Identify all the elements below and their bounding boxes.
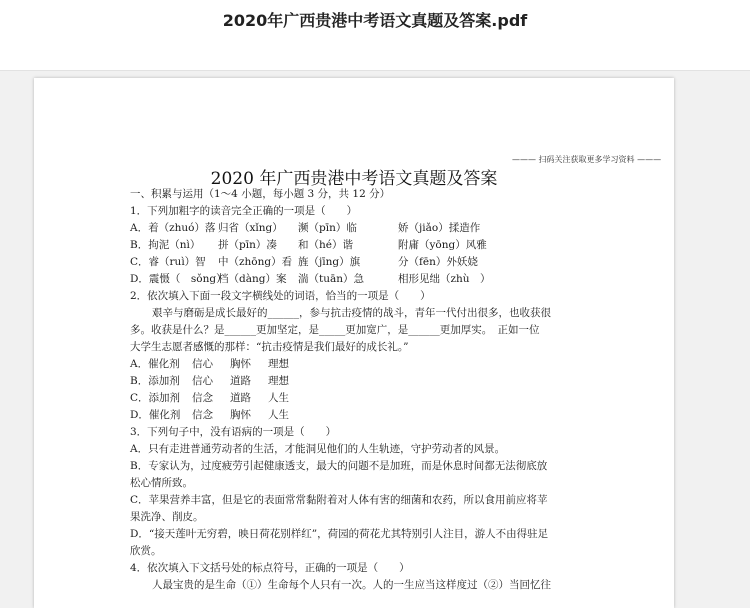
q2-paragraph-line: 大学生志愿者感慨的那样：“抗击疫情是我们最好的成长礼。” <box>130 341 409 353</box>
q2-option-cell: 理想 <box>268 375 289 387</box>
q3-option-b-cont: 松心情所致。 <box>130 477 193 489</box>
q3-option-c-cont: 果洗净、削皮。 <box>130 511 204 523</box>
q1-option-cell: 娇（jiǎo）揉造作 <box>398 222 481 234</box>
q1-stem: 1．下列加粗字的读音完全正确的一项是（ ） <box>130 205 358 217</box>
q3-option-c: C．苹果营养丰富，但是它的表面常常黏附着对人体有害的细菌和农药，所以食用前应将苹 <box>130 494 548 506</box>
q3-option-d-cont: 欣赏。 <box>130 545 162 557</box>
q2-stem: 2．依次填入下面一段文字横线处的词语，恰当的一项是（ ） <box>130 290 431 302</box>
q2-option-cell: C．添加剂 <box>130 392 181 404</box>
q3-stem: 3．下列句子中，没有语病的一项是（ ） <box>130 426 337 438</box>
q2-paragraph-line: 艰辛与磨砺是成长最好的______，参与抗击疫情的战斗，青年一代付出很多，也收获很 <box>152 307 551 319</box>
q3-option-a: A．只有走进普通劳动者的生活，才能洞见他们的人生轨迹，守护劳动者的风景。 <box>130 443 506 455</box>
q1-option-cell: 归省（xǐng） <box>218 222 283 234</box>
q2-option-cell: 人生 <box>268 392 289 404</box>
q2-option-cell: 人生 <box>268 409 289 421</box>
viewer-toolbar <box>0 0 750 71</box>
q3-option-b: B．专家认为，过度疲劳引起健康透支，最大的问题不是加班，而是休息时间都无法彻底放 <box>130 460 548 472</box>
q1-option-cell: 拼（pīn）凑 <box>218 239 277 251</box>
q1-option-row <box>130 271 670 288</box>
q2-option-row <box>130 390 670 407</box>
q1-option-cell: 相形见绌（zhù ） <box>398 273 491 285</box>
q1-option-cell: 中（zhōng）看 <box>218 256 293 268</box>
document-title: 2020年广西贵港中考语文真题及答案.pdf <box>222 11 528 30</box>
q2-option-row <box>130 356 670 373</box>
q2-option-cell: 信念 <box>192 409 213 421</box>
q4-stem: 4．依次填入下文括号处的标点符号，正确的一项是（ ） <box>130 562 410 574</box>
q2-option-cell: 信念 <box>192 392 213 404</box>
q1-option-row <box>130 254 670 271</box>
q4-paragraph-line: 人最宝贵的是生命（①）生命每个人只有一次。人的一生应当这样度过（②）当回忆往 <box>152 579 551 591</box>
q1-option-cell: D．震慑（ sǒng） <box>130 273 227 285</box>
q2-paragraph-line: 多。收获是什么？是______更加坚定，是_____更加宽广，是______更加厚实。 正如一位 <box>130 324 540 336</box>
q2-option-cell: 胸怀 <box>230 358 251 370</box>
q1-option-cell: 和（hé）谐 <box>298 239 353 251</box>
dash-left: ——— <box>512 155 539 164</box>
q1-option-cell: 湍（tuān）急 <box>298 273 365 285</box>
q3-option-d: D．“接天莲叶无穷碧，映日荷花别样红”，荷园的荷花尤其特别引人注目，游人不由得驻足 <box>130 528 549 540</box>
q2-option-cell: 道路 <box>230 392 251 404</box>
paper-title: 2020 年广西贵港中考语文真题及答案 <box>210 169 498 189</box>
q1-option-cell: C．睿（ruì）智 <box>130 256 206 268</box>
q1-option-row <box>130 237 670 254</box>
q2-option-row <box>130 373 670 390</box>
q2-option-cell: 信心 <box>192 375 213 387</box>
q2-option-cell: 胸怀 <box>230 409 251 421</box>
q2-option-cell: B．添加剂 <box>130 375 180 387</box>
q1-option-cell: 档（dàng）案 <box>218 273 287 285</box>
section-heading: 一、积累与运用（1～4 小题，每小题 3 分，共 12 分） <box>130 188 391 200</box>
q1-option-cell: 濒（pīn）临 <box>298 222 357 234</box>
scan-tag-text: 扫码关注获取更多学习资料 <box>538 155 635 164</box>
pdf-page[interactable] <box>34 78 674 608</box>
q2-option-cell: D．催化剂 <box>130 409 181 421</box>
q1-option-cell: 附庸（yōng）风雅 <box>398 239 487 251</box>
q2-option-row <box>130 407 670 424</box>
q2-option-cell: A．催化剂 <box>130 358 180 370</box>
q2-option-cell: 理想 <box>268 358 289 370</box>
paper-content <box>130 186 670 594</box>
dash-right: ——— <box>634 155 662 164</box>
q1-option-cell: 旌（jīng）旗 <box>298 256 361 268</box>
q1-option-cell: A．着（zhuó）落 <box>130 222 216 234</box>
q1-option-row <box>130 220 670 237</box>
q2-option-cell: 道路 <box>230 375 251 387</box>
q1-option-cell: 分（fēn）外妖娆 <box>398 256 478 268</box>
q1-option-cell: B．拘泥（nì） <box>130 239 201 251</box>
q2-option-cell: 信心 <box>192 358 213 370</box>
